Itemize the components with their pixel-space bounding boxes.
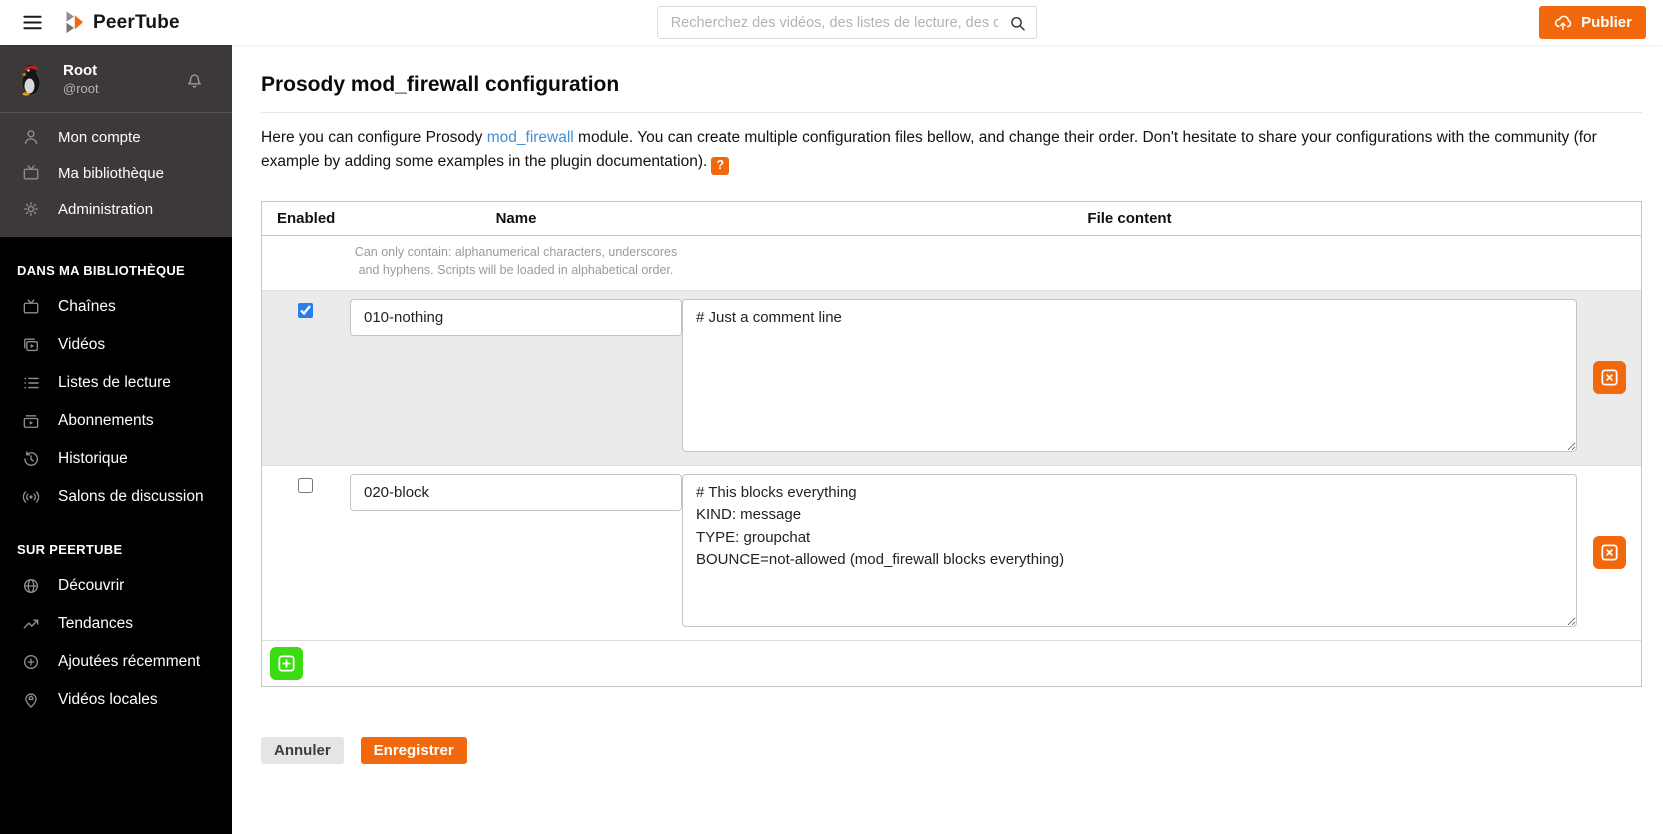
- enabled-checkbox[interactable]: [298, 478, 313, 493]
- sidebar-item-label: Salons de discussion: [58, 488, 204, 505]
- search-input[interactable]: [657, 6, 1037, 39]
- search-button[interactable]: [1005, 10, 1031, 36]
- sidebar-item-label: Tendances: [58, 615, 133, 632]
- tv-icon: [21, 163, 41, 183]
- sidebar-item-listes-de-lecture[interactable]: [0, 364, 232, 402]
- user-menu[interactable]: [0, 45, 232, 112]
- sidebar-item-label: Abonnements: [58, 412, 154, 429]
- tv-icon: [21, 297, 41, 317]
- column-header-file-content: File content: [1087, 209, 1172, 227]
- playlist-icon: [21, 373, 41, 393]
- sidebar-item-label: Vidéos: [58, 336, 106, 353]
- column-header-enabled: Enabled: [277, 209, 336, 227]
- sidebar-item-ajoutees-recemment[interactable]: [0, 643, 232, 681]
- save-button[interactable]: Enregistrer: [361, 737, 467, 764]
- config-row: [262, 291, 1641, 466]
- name-hint-text: Can only contain: alphanumerical characters, underscores and hyphens. Scripts will be loaded in alphabetical order.: [354, 244, 678, 277]
- sidebar-item-label: Vidéos locales: [58, 691, 158, 708]
- publish-button[interactable]: [1539, 6, 1646, 39]
- videos-icon: [21, 335, 41, 355]
- configuration-table: [261, 201, 1642, 687]
- sidebar-item-historique[interactable]: [0, 440, 232, 478]
- sidebar-item-tendances[interactable]: [0, 605, 232, 643]
- sidebar-item-label: Ajoutées récemment: [58, 653, 201, 670]
- sidebar-item-label: Découvrir: [58, 577, 125, 594]
- delete-row-button[interactable]: [1593, 361, 1626, 394]
- sidebar-item-label: Administration: [58, 200, 154, 218]
- form-actions: [261, 737, 1642, 764]
- subscriptions-icon: [21, 411, 41, 431]
- sidebar: [0, 45, 232, 834]
- name-input[interactable]: [350, 474, 682, 511]
- sidebar-item-label: Chaînes: [58, 298, 116, 315]
- description-text-after: module. You can create multiple configuration files bellow, and change their order. Don't hesitate to share your configurations with the community (for example by adding some examples in the plugin documentation).: [261, 129, 1597, 171]
- history-icon: [21, 449, 41, 469]
- main-content: [232, 45, 1663, 834]
- page-title: Prosody mod_firewall configuration: [261, 73, 620, 96]
- sidebar-item-videos-locales[interactable]: [0, 681, 232, 719]
- file-content-textarea[interactable]: [682, 299, 1577, 452]
- search-area: [657, 6, 1037, 39]
- sidebar-item-abonnements[interactable]: [0, 402, 232, 440]
- user-name: Root: [63, 62, 98, 79]
- column-header-name: Name: [495, 209, 537, 227]
- help-icon[interactable]: ?: [711, 157, 729, 175]
- delete-row-button[interactable]: [1593, 536, 1626, 569]
- description-text-before: Here you can configure Prosody: [261, 129, 487, 146]
- brand-title: PeerTube: [93, 11, 180, 33]
- file-content-textarea[interactable]: [682, 474, 1577, 627]
- plus-square-icon: [276, 653, 297, 674]
- enabled-checkbox[interactable]: [298, 303, 313, 318]
- sidebar-item-label: Historique: [58, 450, 128, 467]
- name-hint-row: [262, 236, 1641, 291]
- sidebar-item-administration[interactable]: [0, 191, 232, 227]
- user-handle: @root: [63, 80, 99, 96]
- name-input[interactable]: [350, 299, 682, 336]
- local-pin-icon: [21, 690, 41, 710]
- sidebar-section-library-title: DANS MA BIBLIOTHÈQUE: [17, 263, 186, 278]
- plus-circle-icon: [21, 652, 41, 672]
- menu-toggle-button[interactable]: [15, 6, 49, 40]
- live-icon: [21, 487, 41, 507]
- divider: [261, 112, 1642, 113]
- gear-icon: [21, 199, 41, 219]
- publish-label: Publier: [1581, 14, 1632, 31]
- peertube-logo[interactable]: [65, 11, 180, 34]
- page-description: [261, 126, 1642, 175]
- sidebar-section-instance-title: SUR PEERTUBE: [17, 542, 123, 557]
- sidebar-item-mon-compte[interactable]: [0, 119, 232, 155]
- sidebar-library-list: [0, 288, 232, 516]
- globe-icon: [21, 576, 41, 596]
- top-bar: [0, 0, 1663, 45]
- sidebar-instance-list: [0, 567, 232, 719]
- sidebar-item-salons-de-discussion[interactable]: [0, 478, 232, 516]
- x-square-icon: [1599, 542, 1620, 563]
- sidebar-item-videos[interactable]: [0, 326, 232, 364]
- add-config-button[interactable]: [270, 647, 303, 680]
- sidebar-item-decouvrir[interactable]: [0, 567, 232, 605]
- user-names: [63, 62, 99, 97]
- x-square-icon: [1599, 367, 1620, 388]
- upload-cloud-icon: [1553, 13, 1573, 33]
- sidebar-item-label: Ma bibliothèque: [58, 164, 164, 182]
- peertube-logo-icon: [65, 11, 84, 34]
- search-icon: [1008, 14, 1027, 33]
- notifications-button[interactable]: [183, 68, 206, 91]
- config-row: [262, 466, 1641, 641]
- mod-firewall-link[interactable]: mod_firewall: [486, 129, 574, 146]
- sidebar-item-chaines[interactable]: [0, 288, 232, 326]
- cancel-button[interactable]: Annuler: [261, 737, 344, 764]
- avatar: [14, 61, 51, 98]
- sidebar-item-ma-bibliotheque[interactable]: [0, 155, 232, 191]
- hamburger-icon: [21, 11, 44, 34]
- bell-icon: [183, 68, 206, 91]
- account-menu: [0, 112, 232, 237]
- add-row: [262, 641, 1641, 686]
- table-header-row: [262, 202, 1641, 236]
- user-icon: [21, 127, 41, 147]
- sidebar-item-label: Mon compte: [58, 128, 141, 146]
- trending-icon: [21, 614, 41, 634]
- sidebar-item-label: Listes de lecture: [58, 374, 171, 391]
